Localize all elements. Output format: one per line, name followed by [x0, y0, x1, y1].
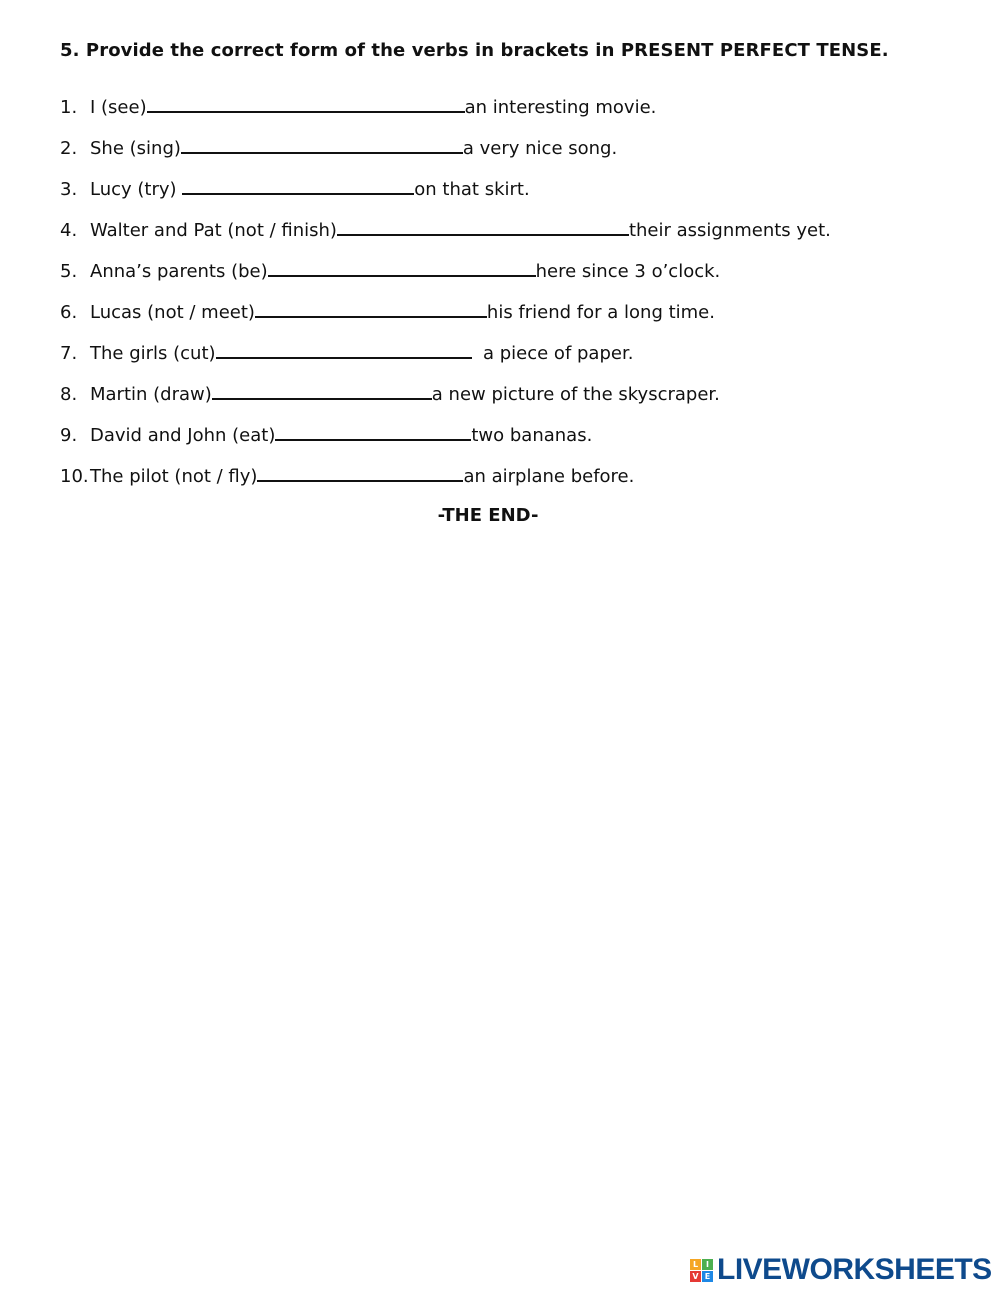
item-prompt: Lucas (not / meet): [90, 302, 255, 323]
item-continuation: an interesting movie.: [464, 97, 657, 118]
item-number: 3.: [60, 179, 78, 200]
item-continuation: on that skirt.: [414, 179, 530, 200]
item-number: 2.: [60, 138, 78, 159]
exercise-item-4: [60, 216, 960, 257]
end-marker: -THE END-: [437, 505, 539, 526]
item-number: 4.: [60, 220, 78, 241]
item-number: 10.: [60, 466, 89, 487]
item-prompt: I (see): [90, 97, 147, 118]
worksheet-heading: 5. Provide the correct form of the verbs in brackets in PRESENT PERFECT TENSE.: [60, 40, 889, 61]
item-prompt: She (sing): [90, 138, 181, 159]
exercise-item-1: [60, 93, 960, 134]
answer-blank[interactable]: [212, 380, 432, 400]
item-number: 5.: [60, 261, 78, 282]
item-prompt: David and John (eat): [90, 425, 276, 446]
item-number: 1.: [60, 97, 78, 118]
answer-blank[interactable]: [255, 298, 487, 318]
answer-blank[interactable]: [182, 175, 414, 195]
item-prompt: Martin (draw): [90, 384, 212, 405]
liveworksheets-logo: [690, 1254, 992, 1286]
item-prompt: Anna’s parents (be): [90, 261, 268, 282]
exercise-item-7: [60, 339, 960, 380]
logo-text: LIVEWORKSHEETS: [717, 1253, 992, 1286]
answer-blank[interactable]: [181, 134, 463, 154]
answer-blank[interactable]: [337, 216, 629, 236]
item-continuation: an airplane before.: [463, 466, 635, 487]
exercise-item-8: [60, 380, 960, 421]
logo-mark-tile: I: [702, 1259, 713, 1270]
item-number: 7.: [60, 343, 78, 364]
logo-mark-tile: V: [690, 1271, 701, 1282]
item-continuation: their assignments yet.: [628, 220, 831, 241]
exercise-item-3: [60, 175, 960, 216]
item-number: 9.: [60, 425, 78, 446]
answer-blank[interactable]: [275, 421, 471, 441]
item-number: 8.: [60, 384, 78, 405]
exercise-item-10: [60, 462, 960, 503]
logo-mark-icon: [690, 1259, 713, 1282]
answer-blank[interactable]: [216, 339, 472, 359]
answer-blank[interactable]: [268, 257, 536, 277]
item-continuation: a very nice song.: [462, 138, 618, 159]
item-prompt: Walter and Pat (not / finish): [90, 220, 337, 241]
exercise-item-6: [60, 298, 960, 339]
exercise-item-9: [60, 421, 960, 462]
exercise-item-2: [60, 134, 960, 175]
logo-mark-tile: L: [690, 1259, 701, 1270]
item-continuation: two bananas.: [471, 425, 593, 446]
exercise-list: [60, 93, 960, 503]
item-continuation: his friend for a long time.: [486, 302, 715, 323]
item-prompt: The girls (cut): [90, 343, 216, 364]
logo-mark-tile: E: [702, 1271, 713, 1282]
item-continuation: a new picture of the skyscraper.: [431, 384, 720, 405]
answer-blank[interactable]: [147, 93, 465, 113]
item-continuation: here since 3 o’clock.: [535, 261, 721, 282]
exercise-item-5: [60, 257, 960, 298]
answer-blank[interactable]: [257, 462, 463, 482]
item-prompt: Lucy (try): [90, 179, 183, 200]
item-prompt: The pilot (not / fly): [90, 466, 258, 487]
item-number: 6.: [60, 302, 78, 323]
item-continuation: a piece of paper.: [471, 343, 634, 364]
